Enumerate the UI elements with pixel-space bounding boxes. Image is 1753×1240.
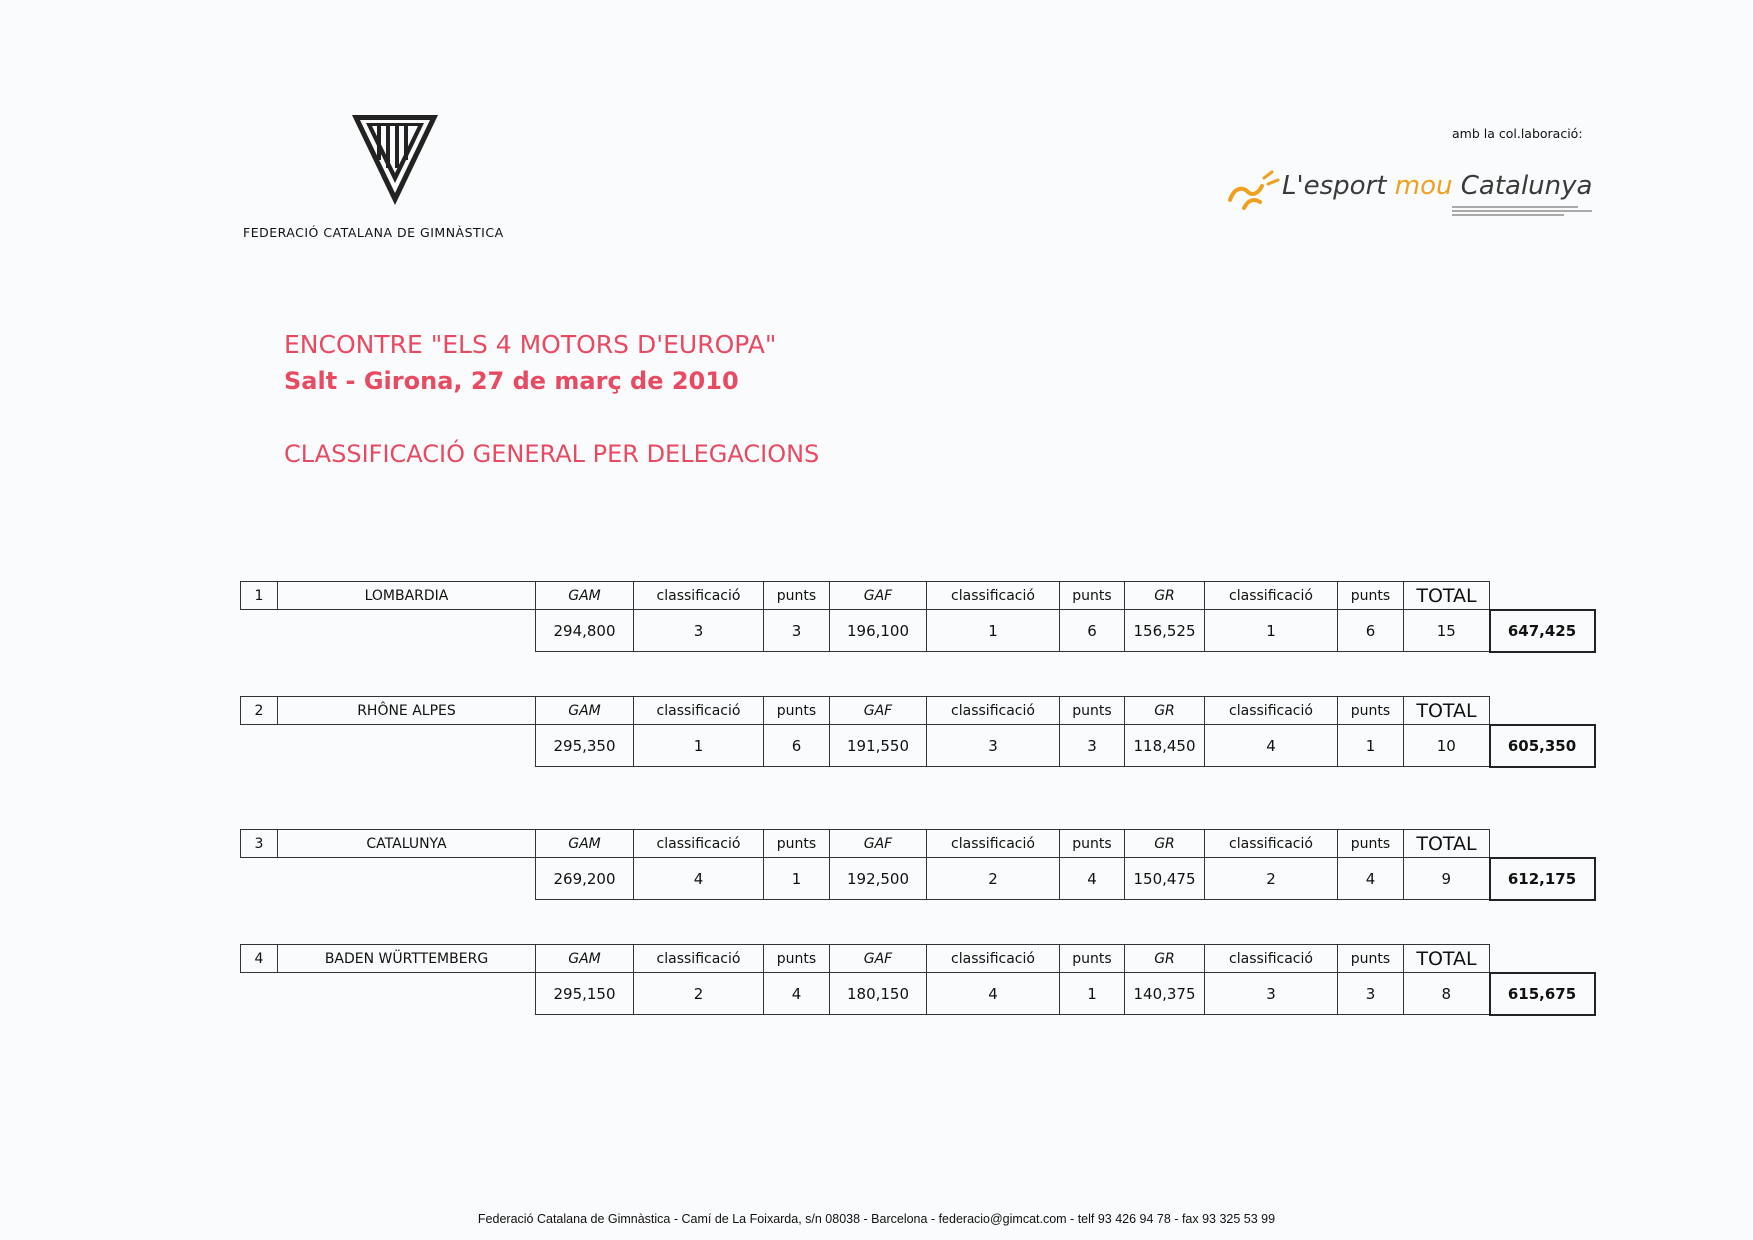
col-gam: GAM	[536, 582, 634, 610]
gam-classification: 4	[634, 858, 764, 900]
col-gr: GR	[1125, 697, 1205, 725]
gaf-points: 6	[1060, 610, 1125, 652]
col-classificacio: classificació	[1205, 945, 1338, 973]
col-classificacio: classificació	[927, 582, 1060, 610]
col-classificacio: classificació	[1205, 830, 1338, 858]
federation-name: FEDERACIÓ CATALANA DE GIMNÀSTICA	[243, 225, 504, 240]
gaf-classification: 3	[927, 725, 1060, 767]
delegation-table-4	[240, 944, 1596, 1016]
col-gr: GR	[1125, 582, 1205, 610]
col-classificacio: classificació	[927, 830, 1060, 858]
col-punts: punts	[1060, 830, 1125, 858]
delegation-table-3	[240, 829, 1596, 901]
total-points: 15	[1404, 610, 1490, 652]
event-title: ENCONTRE "ELS 4 MOTORS D'EUROPA"	[284, 330, 777, 359]
col-gam: GAM	[536, 830, 634, 858]
gr-points: 4	[1338, 858, 1404, 900]
total-points: 10	[1404, 725, 1490, 767]
gam-classification: 1	[634, 725, 764, 767]
col-gr: GR	[1125, 830, 1205, 858]
partner-name-prefix: L'esport	[1282, 171, 1387, 201]
grand-total: 647,425	[1490, 610, 1595, 652]
col-gam: GAM	[536, 945, 634, 973]
delegation-table-1	[240, 581, 1596, 653]
gaf-classification: 4	[927, 973, 1060, 1015]
delegation-name: RHÔNE ALPES	[278, 697, 536, 725]
gaf-score: 196,100	[830, 610, 927, 652]
col-total: TOTAL	[1404, 582, 1490, 610]
gam-points: 6	[764, 725, 830, 767]
runner-icon	[1224, 168, 1280, 214]
event-date-location: Salt - Girona, 27 de març de 2010	[284, 367, 739, 395]
col-punts: punts	[1338, 697, 1404, 725]
gam-classification: 3	[634, 610, 764, 652]
col-classificacio: classificació	[927, 697, 1060, 725]
rank-cell: 4	[241, 945, 278, 973]
ranking-title: CLASSIFICACIÓ GENERAL PER DELEGACIONS	[284, 440, 820, 468]
delegation-name: CATALUNYA	[278, 830, 536, 858]
gaf-points: 4	[1060, 858, 1125, 900]
gaf-score: 191,550	[830, 725, 927, 767]
gr-score: 150,475	[1125, 858, 1205, 900]
grand-total: 605,350	[1490, 725, 1595, 767]
gam-points: 4	[764, 973, 830, 1015]
gaf-score: 192,500	[830, 858, 927, 900]
rank-cell: 2	[241, 697, 278, 725]
col-gam: GAM	[536, 697, 634, 725]
delegation-table-2	[240, 696, 1596, 768]
col-gr: GR	[1125, 945, 1205, 973]
col-classificacio: classificació	[634, 697, 764, 725]
gr-points: 6	[1338, 610, 1404, 652]
col-punts: punts	[1338, 945, 1404, 973]
gam-score: 295,150	[536, 973, 634, 1015]
gr-score: 156,525	[1125, 610, 1205, 652]
col-punts: punts	[764, 582, 830, 610]
table-values-row	[241, 610, 1595, 652]
col-total: TOTAL	[1404, 697, 1490, 725]
rank-cell: 3	[241, 830, 278, 858]
gam-points: 1	[764, 858, 830, 900]
gaf-classification: 1	[927, 610, 1060, 652]
col-gaf: GAF	[830, 830, 927, 858]
grand-total: 615,675	[1490, 973, 1595, 1015]
table-values-row	[241, 973, 1595, 1015]
gam-score: 294,800	[536, 610, 634, 652]
rank-cell: 1	[241, 582, 278, 610]
col-classificacio: classificació	[1205, 697, 1338, 725]
table-header-row	[241, 582, 1595, 610]
partner-name	[1282, 171, 1592, 201]
col-classificacio: classificació	[1205, 582, 1338, 610]
col-total: TOTAL	[1404, 830, 1490, 858]
col-punts: punts	[764, 945, 830, 973]
col-punts: punts	[1060, 582, 1125, 610]
partner-subtitle	[1452, 206, 1592, 220]
gaf-classification: 2	[927, 858, 1060, 900]
col-classificacio: classificació	[927, 945, 1060, 973]
gam-points: 3	[764, 610, 830, 652]
table-header-row	[241, 697, 1595, 725]
col-punts: punts	[764, 697, 830, 725]
col-punts: punts	[1338, 830, 1404, 858]
col-classificacio: classificació	[634, 830, 764, 858]
gr-classification: 2	[1205, 858, 1338, 900]
table-header-row	[241, 830, 1595, 858]
gr-classification: 1	[1205, 610, 1338, 652]
table-header-row	[241, 945, 1595, 973]
gr-points: 3	[1338, 973, 1404, 1015]
gr-points: 1	[1338, 725, 1404, 767]
table-values-row	[241, 725, 1595, 767]
total-points: 9	[1404, 858, 1490, 900]
gr-classification: 4	[1205, 725, 1338, 767]
col-total: TOTAL	[1404, 945, 1490, 973]
gaf-score: 180,150	[830, 973, 927, 1015]
delegation-name: LOMBARDIA	[278, 582, 536, 610]
footer-address: Federació Catalana de Gimnàstica - Camí de La Foixarda, s/n 08038 - Barcelona - federacio@gimcat.com - telf 93 426 94 78 - fax 93 325 53 99	[477, 1212, 1276, 1226]
grand-total: 612,175	[1490, 858, 1595, 900]
gam-classification: 2	[634, 973, 764, 1015]
col-gaf: GAF	[830, 945, 927, 973]
gr-classification: 3	[1205, 973, 1338, 1015]
gaf-points: 1	[1060, 973, 1125, 1015]
federation-logo	[350, 113, 440, 209]
table-values-row	[241, 858, 1595, 900]
gr-score: 118,450	[1125, 725, 1205, 767]
gr-score: 140,375	[1125, 973, 1205, 1015]
total-points: 8	[1404, 973, 1490, 1015]
collaboration-label: amb la col.laboració:	[1452, 126, 1583, 141]
gam-score: 269,200	[536, 858, 634, 900]
gaf-points: 3	[1060, 725, 1125, 767]
col-classificacio: classificació	[634, 582, 764, 610]
partner-logo	[1224, 168, 1593, 228]
col-classificacio: classificació	[634, 945, 764, 973]
delegation-name: BADEN WÜRTTEMBERG	[278, 945, 536, 973]
col-gaf: GAF	[830, 697, 927, 725]
col-gaf: GAF	[830, 582, 927, 610]
partner-name-suffix: Catalunya	[1460, 171, 1593, 201]
col-punts: punts	[1060, 945, 1125, 973]
partner-name-mid: mou	[1394, 171, 1453, 201]
col-punts: punts	[1060, 697, 1125, 725]
col-punts: punts	[764, 830, 830, 858]
gam-score: 295,350	[536, 725, 634, 767]
col-punts: punts	[1338, 582, 1404, 610]
